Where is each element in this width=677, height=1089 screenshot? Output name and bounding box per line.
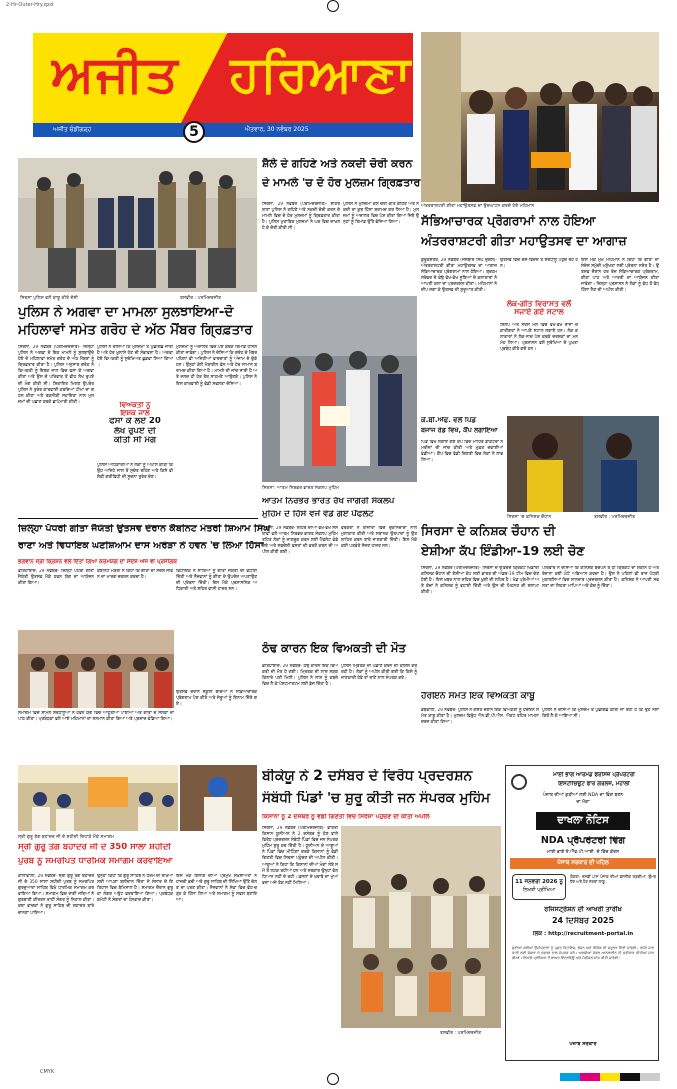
guru-body-col1: ਕਾਲਾਂਵਾਲੀ, 29 ਨਵੰਬਰ- ਸ੍ਰੀ ਗੁਰੂ ਤੇਗ ਬਹਾਦਰ ਜੀ ਦੇ 350 ਸਾਲਾ ਸ਼ਹੀਦੀ ਪੁਰਬ ਨੂੰ ਸਮਰਪਿਤ ਗੁਰਦੁਆਰਾ ਸਾਹਿਬ ਵਿਖੇ ਧਾਰਮਿਕ ਸਮਾਗਮ ਕਰਵਾਇਆ ਗਿਆ। ਸਮਾਗਮ ਵਿਚ ਰਾਗੀ ਜਥਿਆਂ ਨੇ ਗੁਰਬਾਣੀ ਕੀਰਤਨ ਰਾਹੀਂ ਸੰਗਤ ਨੂੰ ਨਿਹਾਲ ਕੀਤਾ। ਕਥਾ ਵਾਚਕਾਂ ਨੇ ਗੁਰੂ ਸਾਹਿਬ ਦੀ ਸ਼ਹਾਦਤ ਬਾਰੇ ਚਾਨਣਾ ਪਾਇਆ। [18, 874, 94, 916]
gita-photo-caption: ਅੰਤਰਰਾਸ਼ਟਰੀ ਗੀਤਾ ਮਹਾਉਤਸਵ ਦਾ ਉਦਘਾਟਨ ਕਰਦੇ ਹੋਏ ਮਹਿਮਾਨ [421, 204, 535, 209]
ad-link[interactable]: ਲਿੰਕ : http://recruitment-portal.in [532, 931, 634, 937]
ad-deadline-date: 24 ਦਿਸੰਬਰ 2025 [551, 917, 615, 925]
guru-headline-2: ਪੁਰਬ ਨੂੰ ਸਮਰਪਿਤ ਧਾਰਮਿਕ ਸਮਾਗਮ ਕਰਵਾਇਆ [18, 857, 173, 866]
ad-emblem [511, 774, 527, 790]
theft-headline-2: ਦੇ ਮਾਮਲੇ 'ਚ ਦੋ ਹੋਰ ਮੁਲਜ਼ਮ ਗ੍ਰਿਫ਼ਤਾਰ [262, 177, 421, 189]
ad-wing-sub: ਮਾਈ ਭਾਗੋ ਏ.ਐੱਫ.ਪੀ.ਆਈ. ਦੇ ਵਿੱਚ ਕੋਰਸ [546, 850, 620, 855]
jayanti-body-col3: ਵਿਧਾਇਕ ਨੇ ਸਾਰਿਆਂ ਨੂੰ ਗੀਤਾ ਜੈਯੰਤੀ ਦੀ ਵਧਾਈ ਦਿੱਤੀ ਅਤੇ ਨੌਜਵਾਨਾਂ ਨੂੰ ਗੀਤਾ ਦੇ ਉਪਦੇਸ਼ ਅਪਣਾਉਣ ਦੀ ਪ੍ਰੇਰਨਾ ਦਿੱਤੀ। ਇਸ ਮੌਕੇ ਪ੍ਰਸ਼ਾਸਨਿਕ ਅਧਿਕਾਰੀ ਅਤੇ ਸ਼ਹਿਰ ਵਾਸੀ ਹਾਜ਼ਰ ਸਨ। [176, 569, 257, 593]
police-caption-left: ਸਿਰਸਾ ਪੁਲਿਸ ਵਲੋਂ ਕਾਬੂ ਕੀਤੇ ਦੋਸ਼ੀ [20, 296, 78, 301]
police-caption-right: ਤਸਵੀਰ : ਪਰਮਿੰਦਰਜੀਤ [180, 296, 222, 301]
ad-org-1: ਮਾਈ ਭਾਗੋ ਆਰਮਡ ਫੋਰਸਿਜ਼ ਪ੍ਰੈਪਰੇਟਰੀ [553, 772, 635, 778]
bku-headline-2: ਸੰਬੰਧੀ ਪਿੰਡਾਂ 'ਚ ਸ਼ੁਰੂ ਕੀਤੀ ਜਨ ਸੰਪਰਕ ਮੁਹਿੰਮ [262, 791, 491, 806]
ad-exam-date: 11 ਜਨਵਰੀ 2026 ਨੂੰ [515, 879, 563, 885]
gita-body-col3: ਇਸ ਮੌਕੇ ਮੁੱਖ ਮਹਿਮਾਨ ਨੇ ਕਿਹਾ ਕਿ ਗੀਤਾ ਦਾ ਸੰਦੇਸ਼ ਸਮੁੱਚੀ ਮਨੁੱਖਤਾ ਲਈ ਪ੍ਰੇਰਨਾ ਸਰੋਤ ਹੈ। ਉਤਸਵ ਦੌਰਾਨ ਹਰ ਰੋਜ਼ ਸੱਭਿਆਚਾਰਕ ਪ੍ਰੋਗਰਾਮ, ਗੀਤਾ ਪਾਠ ਅਤੇ ਆਰਤੀ ਦਾ ਆਯੋਜਨ ਕੀਤਾ ਜਾਵੇਗਾ। ਜ਼ਿਲ੍ਹਾ ਪ੍ਰਸ਼ਾਸਨ ਨੇ ਲੋਕਾਂ ਨੂੰ ਵੱਧ ਤੋਂ ਵੱਧ ਹਿੱਸਾ ਲੈਣ ਦੀ ਅਪੀਲ ਕੀਤੀ। [581, 258, 659, 294]
pull-quote-1: ਵਿਅਕਤੀ ਨੂੰ [119, 402, 151, 409]
gita-headline-2: ਅੰਤਰਰਾਸ਼ਟਰੀ ਗੀਤਾ ਮਹਾਉਤਸਵ ਦਾ ਆਗਾਜ਼ [421, 234, 627, 248]
pamphlet-photo [262, 296, 417, 482]
ad-org-4: ਦਾ ਮੌਕਾ [576, 800, 590, 805]
guru-body-col3: ਇਸ ਮੌਕੇ ਇਲਾਕੇ ਦੀਆਂ ਪ੍ਰਮੁੱਖ ਸ਼ਖ਼ਸੀਅਤਾਂ ਨੇ ਹਾਜ਼ਰੀ ਭਰੀ ਅਤੇ ਗੁਰੂ ਸਾਹਿਬ ਦੀ ਸਿੱਖਿਆ ਉੱਤੇ ਚੱਲਣ ਦਾ ਪ੍ਰਣ ਕੀਤਾ। ਨੌਜਵਾਨਾਂ ਨੇ ਸੇਵਾ ਵਿਚ ਵੱਧ-ਚੜ੍ਹ ਕੇ ਹਿੱਸਾ ਲਿਆ ਅਤੇ ਸਮਾਗਮ ਨੂੰ ਸਫਲ ਬਣਾਇਆ। [176, 874, 257, 904]
kanishk-photo [507, 416, 659, 512]
ad-footer: ਪੰਜਾਬ ਸਰਕਾਰ [569, 1042, 597, 1047]
bku-photo [341, 826, 501, 1028]
pamphlet-headline-2: ਮੁਹਿੰਮ ਦੇ ਹਿੱਸੇ ਵਜੋਂ ਵੰਡੇ ਗਏ ਪੈਂਫਲੇਟ [262, 510, 374, 519]
masthead [33, 33, 413, 140]
bku-strap: ਕਿਸਾਨਾਂ ਨੂੰ 2 ਦਸੰਬਰ ਨੂੰ ਵੱਡੀ ਗਿਣਤੀ ਵਿਚ ਸਿਰਸਾ ਪਹੁੰਚਣ ਦੀ ਕੀਤੀ ਅਪੀਲ [262, 814, 430, 820]
police-body-col1: ਸਿਰਸਾ, 29 ਨਵੰਬਰ (ਪਰਮਿੰਦਰਜੀਤ)- ਜ਼ਿਲ੍ਹਾ ਪੁਲਿਸ ਨੇ ਅਗਵਾ ਦੇ ਇਕ ਮਾਮਲੇ ਨੂੰ ਸੁਲਝਾਉਂਦੇ ਹੋਏ ਦੋ ਮਹਿਲਾਵਾਂ ਸਮੇਤ ਗਰੋਹ ਦੇ ਅੱਠ ਮੈਂਬਰਾਂ ਨੂੰ ਗ੍ਰਿਫ਼ਤਾਰ ਕੀਤਾ ਹੈ। ਪੁਲਿਸ ਅਨੁਸਾਰ ਗਰੋਹ ਨੇ ਵਿਅਕਤੀ ਨੂੰ ਇਸ਼ਕ ਜਾਲ ਵਿਚ ਫਸਾ ਕੇ ਅਗਵਾ ਕੀਤਾ ਅਤੇ ਉਸ ਦੇ ਪਰਿਵਾਰ ਤੋਂ ਵੀਹ ਲੱਖ ਰੁਪਏ ਦੀ ਮੰਗ ਕੀਤੀ ਸੀ। ਸ਼ਿਕਾਇਤ ਮਿਲਣ ਉਪਰੰਤ ਪੁਲਿਸ ਨੇ ਤੁਰੰਤ ਕਾਰਵਾਈ ਕਰਦਿਆਂ ਟੀਮਾਂ ਦਾ ਗਠਨ ਕੀਤਾ ਅਤੇ ਤਕਨੀਕੀ ਸਹਾਇਤਾ ਨਾਲ ਮੁਲਜ਼ਮਾਂ ਦੀ ਪਛਾਣ ਕਰਕੇ ਛਾਪੇਮਾਰੀ ਕੀਤੀ। [18, 345, 94, 405]
medical-body: ਪਿੰਡ ਵਿਖੇ ਲਗਾਏ ਗਏ ਕੈਂਪ ਵਿਚ ਮਾਹਿਰ ਡਾਕਟਰਾਂ ਨੇ ਮਰੀਜ਼ਾਂ ਦੀ ਜਾਂਚ ਕੀਤੀ ਅਤੇ ਮੁਫ਼ਤ ਦਵਾਈਆਂ ਵੰਡੀਆਂ। ਕੈਂਪ ਵਿਚ ਵੱਡੀ ਗਿਣਤੀ ਵਿਚ ਲੋਕਾਂ ਨੇ ਲਾਭ ਲਿਆ। [421, 440, 503, 464]
heroin-body-2: ਪੁਲਿਸ ਨੇ ਦੱਸਿਆ ਕਿ ਮੁਲਜ਼ਮ ਤੋਂ ਪੁੱਛਗਿੱਛ ਕੀਤੀ ਜਾ ਰਹੀ ਹੈ ਕਿ ਉਹ ਨਸ਼ਾ ਕਿਥੋਂ ਲੈ ਕੇ ਆਇਆ ਸੀ। [542, 708, 659, 720]
medical-callout [421, 417, 503, 434]
pull-quote-3: ਫਸਾ ਕੇ ਲਏ 20 [109, 417, 161, 427]
bku-meeting-silhouettes [341, 826, 501, 1028]
police-headline-1: ਪੁਲਿਸ ਨੇ ਅਗਵਾ ਦਾ ਮਾਮਲਾ ਸੁਲਝਾਇਆ-ਦੋ [18, 305, 234, 320]
page-number-badge: 5 [183, 121, 205, 143]
guru-photo [18, 765, 178, 831]
ad-terms: ਚੁਣੀਆਂ ਗਈਆਂ ਉਮੀਦਵਾਰਾਂ ਨੂੰ ਮੁਫ਼ਤ ਰਿਹਾਇਸ਼, ਭੋਜਨ ਅਤੇ ਕੋਚਿੰਗ ਦੀ ਸਹੂਲਤ ਦਿੱਤੀ ਜਾਵੇਗੀ। ਵਧੇਰੇ ਜਾਣਕਾਰੀ ਲਈ ਸੰਸਥਾ ਦੇ ਦਫ਼ਤਰ ਨਾਲ ਸੰਪਰਕ ਕਰੋ। ਅਰਜ਼ੀਆਂ ਕੇਵਲ ਆਨਲਾਈਨ ਹੀ ਸਵੀਕਾਰ ਕੀਤੀਆਂ ਜਾਣਗੀਆਂ। ਲਿਖਤੀ ਪ੍ਰੀਖਿਆ ਤੋਂ ਬਾਅਦ ਇੰਟਰਵਿਊ ਅਤੇ ਮੈਡੀਕਲ ਜਾਂਚ ਕੀਤੀ ਜਾਵੇਗੀ। [512, 946, 654, 960]
jayanti-strap: ਭਗਵਾਨ ਸ੍ਰੀ ਕ੍ਰਿਸ਼ਨ ਵਲੋਂ ਦਿੱਤਾ ਗਿਆ ਕਰਮਯੋਗ ਦਾ ਸੰਦੇਸ਼ ਅੱਜ ਵੀ ਪ੍ਰਸੰਗਿਕ [18, 559, 177, 565]
gita-headline-1: ਸੱਭਿਆਚਾਰਕ ਪ੍ਰੋਗਰਾਮਾਂ ਨਾਲ ਹੋਇਆ [421, 214, 596, 228]
registration-mark [327, 0, 339, 12]
pamphlet-caption: ਸਿਰਸਾ: ਆਤਮ ਨਿਰਭਰ ਭਾਰਤ ਸੰਕਲਪ ਮੁਹਿੰਮ [262, 486, 339, 491]
death-headline: ਠੰਢ ਕਾਰਨ ਇਕ ਵਿਅਕਤੀ ਦੀ ਮੌਤ [262, 642, 406, 655]
registration-mark-bottom [327, 1073, 339, 1085]
ad-exam-details: ਯੋਗਤਾ: ਦਸਵੀਂ ਪਾਸ ਪੰਜਾਬ ਦੀਆਂ ਵਸਨੀਕ ਲੜਕੀਆਂ, ਉਮਰ ਹੱਦ ਅਤੇ ਹੋਰ ਸ਼ਰਤਾਂ ਲਾਗੂ [570, 874, 656, 884]
masthead-title-right: ਹਰਿਆਣਾ [229, 47, 413, 102]
pamphlet-headline-1: ਆਤਮ ਨਿਰਭਰ ਭਾਰਤ ਰੱਖ ਜਾਗਰੀ ਸੰਕਲਪ [262, 497, 395, 506]
kanishk-caption-right: ਤਸਵੀਰ : ਪਰਮਿੰਦਰਜੀਤ [594, 515, 636, 520]
police-photo [18, 158, 257, 292]
ad-org-3: ਪੰਜਾਬ ਦੀਆਂ ਕੁੜੀਆਂ ਲਈ NDA ਦਾ ਵਿੰਗ ਬਣਨ [542, 793, 624, 798]
police-body-col2: ਪੁਲਿਸ ਨੇ ਦੱਸਿਆ ਕਿ ਮੁਲਜ਼ਮਾਂ ਤੋਂ ਪੁੱਛਗਿੱਛ ਜਾਰੀ ਹੈ ਅਤੇ ਹੋਰ ਖ਼ੁਲਾਸੇ ਹੋਣ ਦੀ ਸੰਭਾਵਨਾ ਹੈ। ਅਗਵਾ ਹੋਏ ਵਿਅਕਤੀ ਨੂੰ ਸੁਰੱਖਿਅਤ ਛੁਡਵਾ ਲਿਆ ਗਿਆ। [97, 345, 173, 369]
nda-advert [505, 765, 659, 1061]
jayanti-headline-1: ਜ਼ਿਲ੍ਹਾ ਪੱਧਰੀ ਗੀਤਾ ਜੈਯੰਤੀ ਉਤਸਵ ਦੌਰਾਨ ਕੈਬਨਿਟ ਮੰਤਰੀ ਸ਼ਿਆਮ ਸਿੰਘ [18, 524, 271, 534]
heroin-subhead: ਹੈਰੋਇਨ ਸਮੇਤ ਇਕ ਵਿਅਕਤੀ ਕਾਬੂ [421, 692, 535, 701]
ad-org-2: ਇੰਸਟੀਚਿਊਟ ਫਾਰ ਗਰਲਜ਼, ਮੋਹਾਲੀ [558, 781, 630, 787]
ad-wing: NDA ਪ੍ਰੈਪਰੇਟਰੀ ਵਿੰਗ [540, 836, 626, 846]
police-headline-2: ਮਹਿਲਾਵਾਂ ਸਮੇਤ ਗਰੋਹ ਦੇ ਅੱਠ ਮੈਂਬਰ ਗ੍ਰਿਫ਼ਤਾਰ [18, 323, 253, 338]
pamphlet-group-silhouettes [262, 296, 417, 482]
guru-photo-caption: ਸ੍ਰੀ ਗੁਰੂ ਤੇਗ ਬਹਾਦਰ ਜੀ ਦੇ ਸ਼ਹੀਦੀ ਦਿਹਾੜੇ ਮੌਕੇ ਸਮਾਗਮ [18, 835, 115, 840]
medical-callout-2: ਬਜਾਜ ਰੋਡ ਵਿਖੇ, ਕੈਂਪ ਲਗਾਇਆ [421, 426, 498, 434]
police-body-col2b: ਪੁਲਿਸ ਅਧਿਕਾਰੀਆਂ ਨੇ ਲੋਕਾਂ ਨੂੰ ਅਪੀਲ ਕੀਤੀ ਕਿ ਉਹ ਅਜਿਹੇ ਜਾਲ ਤੋਂ ਸੁਚੇਤ ਰਹਿਣ ਅਤੇ ਕਿਸੇ ਵੀ ਸ਼ੱਕੀ ਗਤੀਵਿਧੀ ਦੀ ਸੂਚਨਾ ਤੁਰੰਤ ਦੇਣ। [97, 463, 173, 481]
death-body-2: ਪੁਲਿਸ ਮ੍ਰਿਤਕ ਦੀ ਪਛਾਣ ਕਰਨ ਦੀ ਕੋਸ਼ਿਸ਼ ਕਰ ਰਹੀ ਹੈ। ਲੋਕਾਂ ਨੂੰ ਅਪੀਲ ਕੀਤੀ ਗਈ ਕਿ ਕਿਸੇ ਨੂੰ ਜਾਣਕਾਰੀ ਹੋਵੇ ਤਾਂ ਥਾਣੇ ਨਾਲ ਸੰਪਰਕ ਕਰੇ। [341, 664, 417, 682]
colour-bar [560, 1073, 660, 1081]
middle-body-a: ਸਿਰਸਾ, 29 ਨਵੰਬਰ- ਸ਼ਹਿਰ ਦੀਆਂ ਵੱਖ-ਵੱਖ ਸੰਸਥਾਵਾਂ ਵਲੋਂ ਆਤਮ ਨਿਰਭਰ ਭਾਰਤ ਸੰਕਲਪ ਮੁਹਿੰਮ ਤਹਿਤ ਲੋਕਾਂ ਨੂੰ ਜਾਗਰੂਕ ਕਰਨ ਲਈ ਪੈਂਫਲੇਟ ਵੰਡੇ ਗਏ ਅਤੇ ਸਵਦੇਸ਼ੀ ਵਸਤਾਂ ਦੀ ਵਰਤੋਂ ਕਰਨ ਦੀ ਅਪੀਲ ਕੀਤੀ ਗਈ। [262, 526, 338, 556]
bku-headline-1-visible: ਬੀਕੇਯੂ ਨੇ 2 ਦਸੰਬਰ ਦੇ ਵਿਰੋਧ ਪ੍ਰਦਰਸ਼ਨ [262, 769, 473, 784]
gita-body-col2b: ਸ਼ਿਲਪ ਅਤੇ ਸਰਸ ਮੇਲੇ ਵਿਚ ਵੱਖ-ਵੱਖ ਰਾਜਾਂ ਦੇ ਕਾਰੀਗਰਾਂ ਨੇ ਆਪਣੇ ਸਟਾਲ ਲਗਾਏ ਹਨ। ਲੋਕ ਕਲਾਕਾਰਾਂ ਨੇ ਲੋਕ-ਨਾਚ ਪੇਸ਼ ਕਰਕੇ ਦਰਸ਼ਕਾਂ ਦਾ ਮਨ ਮੋਹ ਲਿਆ। ਪ੍ਰਸ਼ਾਸਨ ਵਲੋਂ ਸੁਰੱਖਿਆ ਦੇ ਪੁਖ਼ਤਾ ਪ੍ਰਬੰਧ ਕੀਤੇ ਗਏ ਹਨ। [500, 323, 578, 353]
gita-red-subhead [500, 300, 578, 317]
bku-photo-caption: ਤਸਵੀਰ : ਪਰਮਿੰਦਰਜੀਤ [440, 1031, 482, 1036]
kanishk-body-col1: ਸਿਰਸਾ, 29 ਨਵੰਬਰ (ਪਰਮਿੰਦਰਜੀਤ)- ਸਿਰਸਾ ਦੇ ਉੱਭਰਦੇ ਕ੍ਰਿਕਟ ਖਿਡਾਰੀ ਕਨਿਸ਼ਕ ਚੌਹਾਨ ਦੀ ਏਸ਼ੀਆ ਕੱਪ ਲਈ ਭਾਰਤ ਦੀ ਅੰਡਰ-19 ਟੀਮ ਵਿਚ ਚੋਣ ਹੋਈ ਹੈ। ਇਸ ਖ਼ਬਰ ਨਾਲ ਸ਼ਹਿਰ ਵਿਚ ਖ਼ੁਸ਼ੀ ਦੀ ਲਹਿਰ ਹੈ। ਖੇਡ ਪ੍ਰੇਮੀਆਂ ਅਤੇ ਕੋਚਾਂ ਨੇ ਕਨਿਸ਼ਕ ਨੂੰ ਵਧਾਈ ਦਿੱਤੀ ਅਤੇ ਉਸ ਦੀ ਮਿਹਨਤ ਦੀ ਸ਼ਲਾਘਾ ਕੀਤੀ। [421, 566, 539, 596]
people-silhouettes [421, 32, 659, 202]
ad-band: ਪੰਜਾਬ ਸਰਕਾਰ ਦੀ ਪਹਿਲ [510, 858, 656, 869]
heroin-body-1: ਡੱਬਵਾਲੀ, 29 ਨਵੰਬਰ- ਪੁਲਿਸ ਨੇ ਗਸ਼ਤ ਦੌਰਾਨ ਇਕ ਵਿਅਕਤੀ ਨੂੰ ਹੈਰੋਇਨ ਸਮੇਤ ਕਾਬੂ ਕੀਤਾ ਹੈ। ਮੁਲਜ਼ਮ ਵਿਰੁੱਧ ਐਨ.ਡੀ.ਪੀ.ਐਸ. ਐਕਟ ਤਹਿਤ ਮਾਮਲਾ ਦਰਜ ਕੀਤਾ ਗਿਆ। [421, 708, 539, 726]
kanishk-silhouettes [507, 416, 659, 512]
jayanti-body-col4: ਸਮਾਗਮ ਵਿਚ ਸ਼ਾਮਲ ਸ਼ਰਧਾਲੂਆਂ ਨੇ ਹਵਨ ਯੱਗ ਵਿਚ ਆਹੂਤੀਆਂ ਪਾਈਆਂ ਅਤੇ ਗੀਤਾ ਦੇ ਸਲੋਕਾਂ ਦਾ ਪਾਠ ਕੀਤਾ। ਪ੍ਰਬੰਧਕਾਂ ਵਲੋਂ ਆਏ ਮਹਿਮਾਨਾਂ ਦਾ ਸਨਮਾਨ ਕੀਤਾ ਗਿਆ ਅਤੇ ਪ੍ਰਸ਼ਾਦ ਵੰਡਿਆ ਗਿਆ। [18, 711, 174, 723]
death-body-1: ਫ਼ਤਿਹਾਬਾਦ, 29 ਨਵੰਬਰ- ਠੰਢ ਕਾਰਨ ਇਕ ਵਿਅਕਤੀ ਦੀ ਮੌਤ ਹੋ ਗਈ। ਮ੍ਰਿਤਕ ਦੀ ਲਾਸ਼ ਸੜਕ ਕਿਨਾਰੇ ਪਈ ਮਿਲੀ। ਪੁਲਿਸ ਨੇ ਲਾਸ਼ ਨੂੰ ਕਬਜ਼ੇ ਵਿਚ ਲੈ ਕੇ ਪੋਸਟਮਾਰਟਮ ਲਈ ਭੇਜ ਦਿੱਤਾ ਹੈ। [262, 664, 338, 688]
kanishk-headline-2: ਏਸ਼ੀਆ ਕੱਪ ਇੰਡੀਆ-19 ਲਈ ਚੋਣ [421, 544, 585, 558]
footer-cmyk: CMYK [40, 1069, 55, 1075]
gita-red-2: ਸਜਾਏ ਗਏ ਸਟਾਲ [514, 308, 564, 317]
ad-exam-label: ਲਿਖਤੀ ਪ੍ਰੀਖਿਆ [522, 887, 556, 894]
pull-quote-4: ਲੱਖ ਰੁਪਏ ਦੀ [114, 426, 156, 436]
guru-headline-1: ਸ੍ਰੀ ਗੁਰੂ ਤੇਗ ਬਹਾਦਰ ਜੀ ਦੇ 350 ਸਾਲਾ ਸ਼ਹੀਦੀ [18, 843, 171, 852]
guru-photo-2 [180, 765, 257, 831]
ad-exam-box [512, 874, 566, 900]
edition-label: ਅਜੀਤ ਚੰਡੀਗੜ੍ਹ [53, 126, 92, 133]
bku-body-col1: ਸਿਰਸਾ, 29 ਨਵੰਬਰ (ਪਰਮਿੰਦਰਜੀਤ)- ਭਾਰਤੀ ਕਿਸਾਨ ਯੂਨੀਅਨ ਨੇ 2 ਦਸੰਬਰ ਨੂੰ ਹੋਣ ਵਾਲੇ ਵਿਰੋਧ ਪ੍ਰਦਰਸ਼ਨ ਸੰਬੰਧੀ ਪਿੰਡਾਂ ਵਿਚ ਜਨ ਸੰਪਰਕ ਮੁਹਿੰਮ ਸ਼ੁਰੂ ਕਰ ਦਿੱਤੀ ਹੈ। ਯੂਨੀਅਨ ਦੇ ਆਗੂਆਂ ਨੇ ਪਿੰਡਾਂ ਵਿਚ ਮੀਟਿੰਗਾਂ ਕਰਕੇ ਕਿਸਾਨਾਂ ਨੂੰ ਵੱਡੀ ਗਿਣਤੀ ਵਿਚ ਸਿਰਸਾ ਪਹੁੰਚਣ ਦੀ ਅਪੀਲ ਕੀਤੀ। ਆਗੂਆਂ ਨੇ ਕਿਹਾ ਕਿ ਕਿਸਾਨਾਂ ਦੀਆਂ ਮੰਗਾਂ ਲੰਬੇ ਸਮੇਂ ਤੋਂ ਲਟਕ ਰਹੀਆਂ ਹਨ ਅਤੇ ਸਰਕਾਰ ਉਨ੍ਹਾਂ ਵੱਲ ਧਿਆਨ ਨਹੀਂ ਦੇ ਰਹੀ। ਫ਼ਸਲਾਂ ਦੇ ਖ਼ਰਾਬੇ ਦਾ ਮੁਆਵਜ਼ਾ ਅਜੇ ਤੱਕ ਨਹੀਂ ਮਿਲਿਆ। [262, 826, 338, 886]
ad-deadline-label: ਰਜਿਸਟ੍ਰੇਸ਼ਨ ਦੀ ਆਖਰੀ ਤਾਰੀਖ਼ [544, 906, 622, 913]
jayanti-body-col1: ਫ਼ਤਿਹਾਬਾਦ, 29 ਨਵੰਬਰ- ਜ਼ਿਲ੍ਹਾ ਪੱਧਰੀ ਗੀਤਾ ਜੈਯੰਤੀ ਉਤਸਵ ਮੌਕੇ ਹਵਨ ਯੱਗ ਦਾ ਆਯੋਜਨ ਕੀਤਾ ਗਿਆ। [18, 569, 94, 587]
gita-body-col2: ਉਤਸਵ ਵਿਚ ਦੇਸ਼-ਵਿਦੇਸ਼ ਤੋਂ ਸ਼ਰਧਾਲੂ ਪਹੁੰਚ ਰਹੇ ਹਨ। [500, 258, 578, 270]
havan-photo [18, 630, 174, 708]
kanishk-caption-left: ਸਿਰਸਾ 'ਚ ਕਨਿਸ਼ਕ ਚੌਹਾਨ [507, 515, 552, 520]
police-pull-quote [97, 402, 173, 460]
masthead-title-left: ਅਜੀਤ [51, 47, 180, 102]
guru-photo-2-silhouettes [180, 765, 257, 831]
kanishk-headline-1: ਸਿਰਸਾ ਦੇ ਕਨਿਸ਼ਕ ਚੌਹਾਨ ਦੀ [421, 524, 556, 538]
pull-quote-2: ਇਸ਼ਕ ਜਾਲ [120, 409, 150, 417]
file-slug: 2-Hr-Outer-Hry.qxd [6, 2, 54, 8]
havan-silhouettes [18, 630, 174, 708]
guru-stage-silhouettes [18, 765, 178, 831]
guru-body-col2: ਉਨ੍ਹਾਂ ਕਿਹਾ ਕਿ ਗੁਰੂ ਸਾਹਿਬ ਨੇ ਧਰਮ ਦੀ ਰੱਖਿਆ ਲਈ ਆਪਣਾ ਬਲੀਦਾਨ ਦਿੱਤਾ ਜੋ ਸੰਸਾਰ ਦੇ ਇਤਿਹਾਸ ਵਿਚ ਬੇਮਿਸਾਲ ਹੈ। ਸਮਾਗਮ ਦੌਰਾਨ ਗੁਰੂ ਕਾ ਲੰਗਰ ਅਤੁੱਟ ਵਰਤਾਇਆ ਗਿਆ। ਪ੍ਰਬੰਧਕ ਕਮੇਟੀ ਨੇ ਸੰਗਤਾਂ ਦਾ ਧੰਨਵਾਦ ਕੀਤਾ। [97, 874, 173, 904]
rule [18, 518, 258, 519]
medical-callout-1: ਕੇ.ਬੀ.ਐੱਫ. ਵਲੋਂ ਪਿੰਡ [421, 417, 477, 424]
theft-headline-1: ਸ਼ੈਲੇ ਦੇ ਗਹਿਣੇ ਅਤੇ ਨਕਦੀ ਚੋਰੀ ਕਰਨ [262, 158, 413, 170]
gita-body-col1: ਕੁਰੂਕਸ਼ੇਤਰ, 29 ਨਵੰਬਰ (ਜਸਬੀਰ ਸਿੰਘ ਦੁੱਗਲ)- ਅੰਤਰਰਾਸ਼ਟਰੀ ਗੀਤਾ ਮਹਾਉਤਸਵ ਦਾ ਆਗਾਜ਼ ਸੱਭਿਆਚਾਰਕ ਪ੍ਰੋਗਰਾਮਾਂ ਨਾਲ ਹੋਇਆ। ਬ੍ਰਹਮ ਸਰੋਵਰ ਦੇ ਕੰਢੇ ਵੱਖ-ਵੱਖ ਸੂਬਿਆਂ ਦੇ ਕਲਾਕਾਰਾਂ ਨੇ ਆਪਣੀ ਕਲਾ ਦਾ ਪ੍ਰਦਰਸ਼ਨ ਕੀਤਾ। ਮਹਿਮਾਨਾਂ ਨੇ ਦੀਪ ਜਗਾ ਕੇ ਉਤਸਵ ਦੀ ਸ਼ੁਰੂਆਤ ਕੀਤੀ। [421, 258, 497, 294]
police-group-silhouettes [18, 158, 257, 292]
middle-body-b: ਵਰਕਰਾਂ ਨੇ ਬਾਜ਼ਾਰਾਂ ਵਿਚ ਦੁਕਾਨਦਾਰਾਂ ਨਾਲ ਮੁਲਾਕਾਤ ਕੀਤੀ ਅਤੇ ਸਥਾਨਕ ਉਤਪਾਦਾਂ ਨੂੰ ਉਤਸ਼ਾਹਿਤ ਕਰਨ ਬਾਰੇ ਜਾਣਕਾਰੀ ਦਿੱਤੀ। ਇਸ ਮੌਕੇ ਕਈ ਪਤਵੰਤੇ ਸੱਜਣ ਹਾਜ਼ਰ ਸਨ। [341, 526, 417, 550]
theft-body-col1: ਸਿਰਸਾ, 29 ਨਵੰਬਰ (ਪਰਮਿੰਦਰਜੀਤ)- ਸ਼ਹਿਰ ਥਾਣਾ ਪੁਲਿਸ ਨੇ ਗਹਿਣੇ ਅਤੇ ਨਕਦੀ ਚੋਰੀ ਕਰਨ ਦੇ ਮਾਮਲੇ ਵਿਚ ਦੋ ਹੋਰ ਮੁਲਜ਼ਮਾਂ ਨੂੰ ਗ੍ਰਿਫ਼ਤਾਰ ਕੀਤਾ ਹੈ। ਪੁਲਿਸ ਮੁਤਾਬਿਕ ਮੁਲਜ਼ਮਾਂ ਨੇ ਘਰ ਵਿਚ ਦਾਖ਼ਲ ਹੋ ਕੇ ਚੋਰੀ ਕੀਤੀ ਸੀ। [262, 202, 340, 232]
date-label: ਐਤਵਾਰ, 30 ਨਵੰਬਰ 2025 [245, 126, 309, 133]
gita-ceremony-photo [421, 32, 659, 202]
ad-notice: ਦਾਖਲਾ ਨੋਟਿਸ [536, 812, 630, 830]
kanishk-body-col2: ਪਰਿਵਾਰ ਨੇ ਦੱਸਿਆ ਕਿ ਕਨਿਸ਼ਕ ਬਚਪਨ ਤੋਂ ਹੀ ਕ੍ਰਿਕਟ ਦਾ ਸ਼ੌਕੀਨ ਹੈ ਅਤੇ ਰੋਜ਼ਾਨਾ ਕਈ ਘੰਟੇ ਅਭਿਆਸ ਕਰਦਾ ਹੈ। ਉਸ ਨੇ ਪਹਿਲਾਂ ਵੀ ਰਾਜ ਪੱਧਰੀ ਮੁਕਾਬਲਿਆਂ ਵਿਚ ਸ਼ਾਨਦਾਰ ਪ੍ਰਦਰਸ਼ਨ ਕੀਤਾ ਹੈ। ਕਨਿਸ਼ਕ ਨੇ ਆਪਣੀ ਸਫਲਤਾ ਦਾ ਸਿਹਰਾ ਮਾਪਿਆਂ ਅਤੇ ਕੋਚ ਨੂੰ ਦਿੱਤਾ। [542, 566, 659, 590]
jayanti-headline-2: ਰਾਣਾ ਅਤੇ ਵਿਧਾਇਕ ਘਣਸ਼ਿਆਮ ਦਾਸ ਅਰੋੜਾ ਨੇ ਹਵਨ 'ਚ ਲਿਆ ਹਿੱਸਾ [18, 541, 264, 551]
jayanti-body-col5: ਉਤਸਵ ਦੌਰਾਨ ਸਕੂਲੀ ਬੱਚਿਆਂ ਨੇ ਸੱਭਿਆਚਾਰਕ ਪ੍ਰੋਗਰਾਮ ਪੇਸ਼ ਕੀਤੇ ਅਤੇ ਜੇਤੂਆਂ ਨੂੰ ਇਨਾਮ ਦਿੱਤੇ ਗਏ। [176, 690, 257, 708]
gita-red-1: ਲੋਕ-ਗੀਤ ਵਿਰਾਸਤ ਵਲੋਂ [506, 300, 572, 308]
pull-quote-5: ਕੀਤੀ ਸੀ ਮੰਗ [113, 436, 156, 446]
police-body-col3: ਮੁਲਜ਼ਮਾਂ ਨੂੰ ਅਦਾਲਤ ਵਿਚ ਪੇਸ਼ ਕਰਕੇ ਰਿਮਾਂਡ ਹਾਸਲ ਕੀਤਾ ਜਾਵੇਗਾ। ਪੁਲਿਸ ਨੇ ਦੱਸਿਆ ਕਿ ਗਰੋਹ ਦੇ ਮੈਂਬਰ ਪਹਿਲਾਂ ਵੀ ਅਜਿਹੀਆਂ ਵਾਰਦਾਤਾਂ ਨੂੰ ਅੰਜਾਮ ਦੇ ਚੁੱਕੇ ਹਨ। ਉਨ੍ਹਾਂ ਕੋਲੋਂ ਮੋਬਾਈਲ ਫ਼ੋਨ ਅਤੇ ਹੋਰ ਸਾਮਾਨ ਬਰਾਮਦ ਕੀਤਾ ਗਿਆ ਹੈ। ਮਾਮਲੇ ਦੀ ਜਾਂਚ ਜਾਰੀ ਹੈ ਅਤੇ ਜਲਦ ਹੀ ਹੋਰ ਤੱਥ ਸਾਹਮਣੇ ਆਉਣਗੇ। ਪੁਲਿਸ ਨੇ ਇਸ ਕਾਰਵਾਈ ਨੂੰ ਵੱਡੀ ਸਫਲਤਾ ਦੱਸਿਆ। [176, 345, 257, 387]
jayanti-body-col2: ਕੈਬਨਿਟ ਮੰਤਰੀ ਨੇ ਕਿਹਾ ਕਿ ਗੀਤਾ ਦਾ ਸੰਦੇਸ਼ ਜੀਵਨ ਦਾ ਮਾਰਗ ਦਰਸ਼ਨ ਕਰਦਾ ਹੈ। [97, 569, 173, 581]
theft-body-col2: ਪੁਲਿਸ ਨੇ ਮੁਲਜ਼ਮਾਂ ਕੋਲੋਂ ਚੋਰੀ ਕੀਤੇ ਗਹਿਣੇ ਅਤੇ ਨਕਦੀ ਦਾ ਕੁਝ ਹਿੱਸਾ ਬਰਾਮਦ ਕਰ ਲਿਆ ਹੈ। ਮੁਲਜ਼ਮਾਂ ਨੂੰ ਅਦਾਲਤ ਵਿਚ ਪੇਸ਼ ਕੀਤਾ ਗਿਆ ਜਿਥੋਂ ਉਨ੍ਹਾਂ ਨੂੰ ਰਿਮਾਂਡ ਉੱਤੇ ਭੇਜਿਆ ਗਿਆ। [343, 202, 419, 226]
